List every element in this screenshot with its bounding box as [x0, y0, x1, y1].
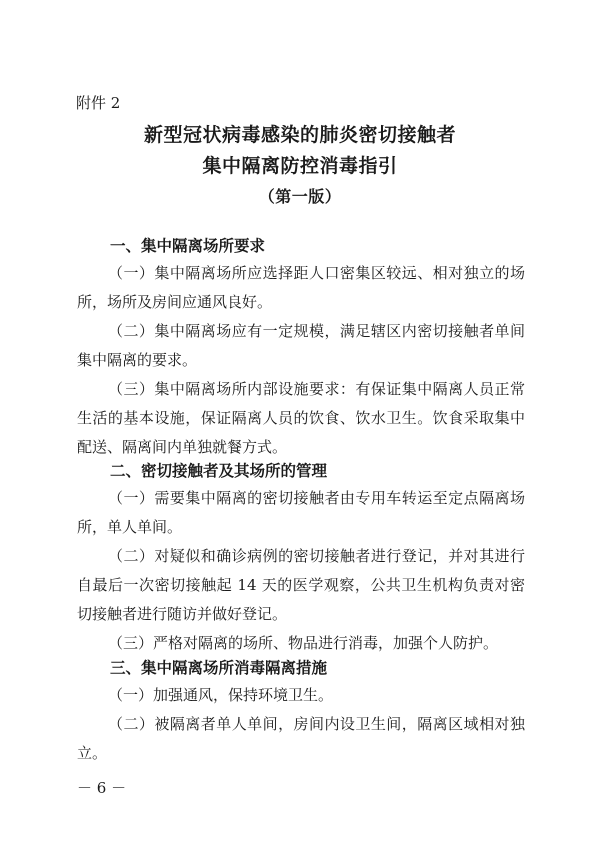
- paragraph-1-3: （三）集中隔离场所内部设施要求：有保证集中隔离人员正常生活的基本设施，保证隔离人员的饮食、饮水卫生。饮食采取集中配送、隔离间内单独就餐方式。: [77, 380, 525, 456]
- paragraph-1-2: （二）集中隔离场应有一定规模，满足辖区内密切接触者单间集中隔离的要求。: [77, 322, 525, 369]
- paragraph-1-1: （一）集中隔离场所应选择距人口密集区较远、相对独立的场所，场所及房间应通风良好。: [77, 264, 525, 311]
- paragraph-3-1: （一）加强通风，保持环境卫生。: [108, 686, 334, 704]
- page-number: － 6 －: [77, 779, 127, 797]
- paragraph-2-2: （二）对疑似和确诊病例的密切接触者进行登记，并对其进行自最后一次密切接触起 14 天的医学观察，公共卫生机构负责对密切接触者进行随访并做好登记。: [77, 547, 525, 623]
- paragraph-2-1: （一）需要集中隔离的密切接触者由专用车转运至定点隔离场所，单人单间。: [77, 489, 525, 536]
- attachment-label: 附件 2: [76, 94, 121, 112]
- paragraph-3-2: （二）被隔离者单人单间，房间内设卫生间，隔离区域相对独立。: [77, 715, 525, 762]
- document-title-line1: 新型冠状病毒感染的肺炎密切接触者: [143, 124, 456, 146]
- edition-label: （第一版）: [258, 187, 342, 206]
- section-heading-3: 三、集中隔离场所消毒隔离措施: [110, 659, 328, 677]
- section-heading-2: 二、密切接触者及其场所的管理: [110, 462, 328, 480]
- document-title-line2: 集中隔离防控消毒指引: [202, 155, 398, 177]
- section-heading-1: 一、集中隔离场所要求: [110, 237, 266, 255]
- paragraph-2-3: （三）严格对隔离的场所、物品进行消毒，加强个人防护。: [108, 634, 499, 652]
